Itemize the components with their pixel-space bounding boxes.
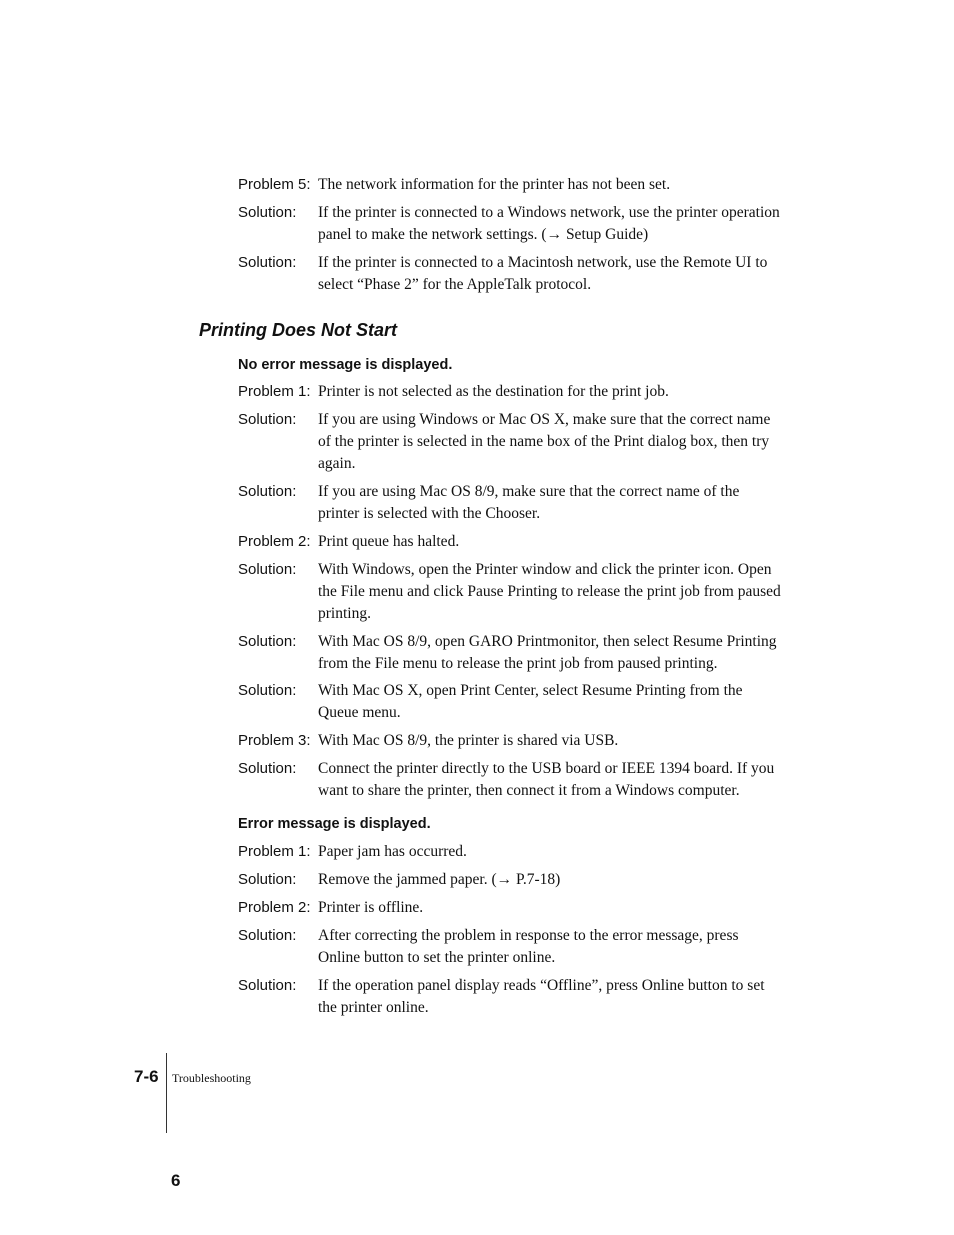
entry-text: If the printer is connected to a Macintosh network, use the Remote UI to select “Phase 2” for the AppleTalk protocol. — [318, 254, 768, 293]
footer-section-name: Troubleshooting — [172, 1071, 251, 1085]
entry-text: If the printer is connected to a Windows network, use the printer operation panel to make the network settings. (→ Setup Guide) — [318, 204, 780, 243]
entry-label: Solution: — [238, 682, 297, 699]
entry-text: With Mac OS 8/9, open GARO Printmonitor, then select Resume Printing from the File menu to release the print job from paused printing. — [318, 633, 777, 672]
section-title: Printing Does Not Start — [199, 320, 398, 340]
entry-text: Printer is offline. — [318, 899, 424, 916]
entry-solution — [238, 680, 783, 724]
entry-solution — [238, 481, 783, 525]
entry-text: With Mac OS X, open Print Center, select Resume Printing from the Queue menu. — [318, 682, 743, 721]
entry-solution — [238, 869, 783, 891]
entry-solution — [238, 409, 783, 475]
entry-label: Solution: — [238, 760, 297, 777]
entry-text: Remove the jammed paper. (→ P.7-18) — [318, 871, 561, 888]
entry-label: Problem 3: — [238, 732, 311, 749]
entry-text: Print queue has halted. — [318, 533, 460, 550]
entry-solution — [238, 975, 783, 1019]
entry-problem-2 — [238, 897, 783, 919]
entry-label: Solution: — [238, 254, 297, 271]
entry-label: Problem 2: — [238, 899, 311, 916]
entry-solution — [238, 252, 783, 296]
entry-problem-5 — [238, 174, 783, 196]
entry-label: Problem 5: — [238, 176, 311, 193]
entry-label: Solution: — [238, 204, 297, 221]
entry-solution — [238, 559, 783, 625]
entry-problem-1 — [238, 841, 783, 863]
entry-label: Problem 2: — [238, 533, 311, 550]
entry-text: If you are using Mac OS 8/9, make sure that the correct name of the printer is selected with the Chooser. — [318, 483, 740, 522]
entry-label: Solution: — [238, 561, 297, 578]
entry-text: If the operation panel display reads “Offline”, press Online button to set the printer online. — [318, 977, 765, 1016]
entry-label: Problem 1: — [238, 383, 311, 400]
entry-text: The network information for the printer has not been set. — [318, 176, 671, 193]
entry-solution — [238, 631, 783, 675]
entry-text: Printer is not selected as the destination for the print job. — [318, 383, 669, 400]
entry-problem-1 — [238, 381, 783, 403]
entry-text: With Windows, open the Printer window and click the printer icon. Open the File menu and click Pause Printing to release the print job from paused printing. — [318, 561, 781, 622]
entry-text: After correcting the problem in response to the error message, press Online button to set the printer online. — [318, 927, 739, 966]
entry-text: If you are using Windows or Mac OS X, make sure that the correct name of the printer is selected in the name box of the Print dialog box, then try again. — [318, 411, 771, 472]
footer-divider — [166, 1053, 167, 1133]
entry-solution — [238, 925, 783, 969]
entry-label: Solution: — [238, 871, 297, 888]
entry-text: With Mac OS 8/9, the printer is shared via USB. — [318, 732, 619, 749]
entry-problem-2 — [238, 531, 783, 553]
entry-text: Paper jam has occurred. — [318, 843, 467, 860]
entry-problem-3 — [238, 730, 783, 752]
subheading-no-error: No error message is displayed. — [238, 357, 453, 373]
entry-label: Solution: — [238, 977, 297, 994]
entry-label: Solution: — [238, 633, 297, 650]
page-number: 6 — [171, 1171, 181, 1190]
entry-label: Solution: — [238, 411, 297, 428]
entry-label: Solution: — [238, 927, 297, 944]
entry-solution — [238, 202, 783, 246]
entry-label: Solution: — [238, 483, 297, 500]
chapter-page-number: 7-6 — [134, 1067, 159, 1086]
entry-solution — [238, 758, 783, 802]
entry-label: Problem 1: — [238, 843, 311, 860]
subheading-error: Error message is displayed. — [238, 816, 431, 832]
entry-text: Connect the printer directly to the USB board or IEEE 1394 board. If you want to share the printer, then connect it from a Windows computer. — [318, 760, 775, 799]
